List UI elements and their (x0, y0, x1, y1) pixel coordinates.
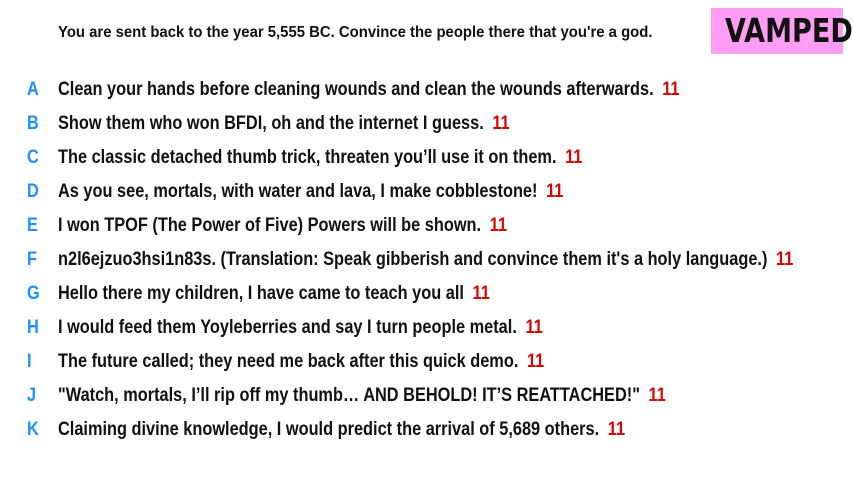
option-letter: K (27, 419, 39, 440)
option-line (58, 281, 490, 307)
option-letter: D (27, 181, 39, 202)
option-letter: E (27, 215, 38, 236)
option-score: 11 (472, 283, 490, 304)
option-text: Hello there my children, I have came to teach you all (58, 283, 464, 304)
option-line (58, 247, 793, 273)
option-e (0, 209, 853, 243)
option-line (58, 383, 666, 409)
option-b (0, 107, 853, 141)
option-c (0, 141, 853, 175)
option-line (58, 417, 625, 443)
option-g (0, 277, 853, 311)
option-f (0, 243, 853, 277)
option-text: As you see, mortals, with water and lava, I make cobblestone! (58, 181, 538, 202)
option-score: 11 (607, 419, 626, 440)
option-d (0, 175, 853, 209)
option-letter: I (27, 351, 32, 372)
option-i (0, 345, 853, 379)
option-j (0, 379, 853, 413)
option-letter: G (27, 283, 40, 304)
prompt-text: You are sent back to the year 5,555 BC. Convince the people there that you're a god. (58, 24, 653, 41)
option-text: I won TPOF (The Power of Five) Powers will be shown. (58, 215, 482, 236)
option-score: 11 (565, 147, 583, 168)
option-score: 11 (492, 113, 510, 134)
option-line (58, 213, 507, 239)
option-score: 11 (489, 215, 507, 236)
options-list (0, 73, 853, 447)
option-line (58, 77, 679, 103)
option-text: The future called; they need me back after this quick demo. (58, 351, 519, 372)
option-a (0, 73, 853, 107)
vamped-logo-text: VAMPED (725, 11, 853, 50)
option-score: 11 (525, 317, 543, 338)
option-k (0, 413, 853, 447)
option-letter: F (27, 249, 37, 270)
option-text: Clean your hands before cleaning wounds and clean the wounds afterwards. (58, 79, 654, 100)
option-line (58, 349, 544, 375)
option-text: "Watch, mortals, I’ll rip off my thumb… AND BEHOLD! IT’S REATTACHED!" (58, 385, 640, 406)
option-letter: B (27, 113, 39, 134)
option-text: Claiming divine knowledge, I would predict the arrival of 5,689 others. (58, 419, 600, 440)
option-letter: C (27, 147, 39, 168)
option-line (58, 111, 510, 137)
option-text: n2l6ejzuo3hsi1n83s. (Translation: Speak gibberish and convince them it's a holy language.) (58, 249, 768, 270)
option-score: 11 (546, 181, 564, 202)
option-line (58, 145, 582, 171)
vamped-logo (711, 8, 853, 54)
option-letter: J (27, 385, 37, 406)
option-score: 11 (526, 351, 545, 372)
option-line (58, 179, 563, 205)
option-text: Show them who won BFDI, oh and the internet I guess. (58, 113, 484, 134)
option-score: 11 (662, 79, 680, 100)
option-text: I would feed them Yoyleberries and say I turn people metal. (58, 317, 517, 338)
option-h (0, 311, 853, 345)
option-score: 11 (776, 249, 794, 270)
option-letter: H (27, 317, 39, 338)
option-score: 11 (648, 385, 666, 406)
option-line (58, 315, 543, 341)
option-text: The classic detached thumb trick, threaten you’ll use it on them. (58, 147, 557, 168)
option-letter: A (27, 79, 39, 100)
